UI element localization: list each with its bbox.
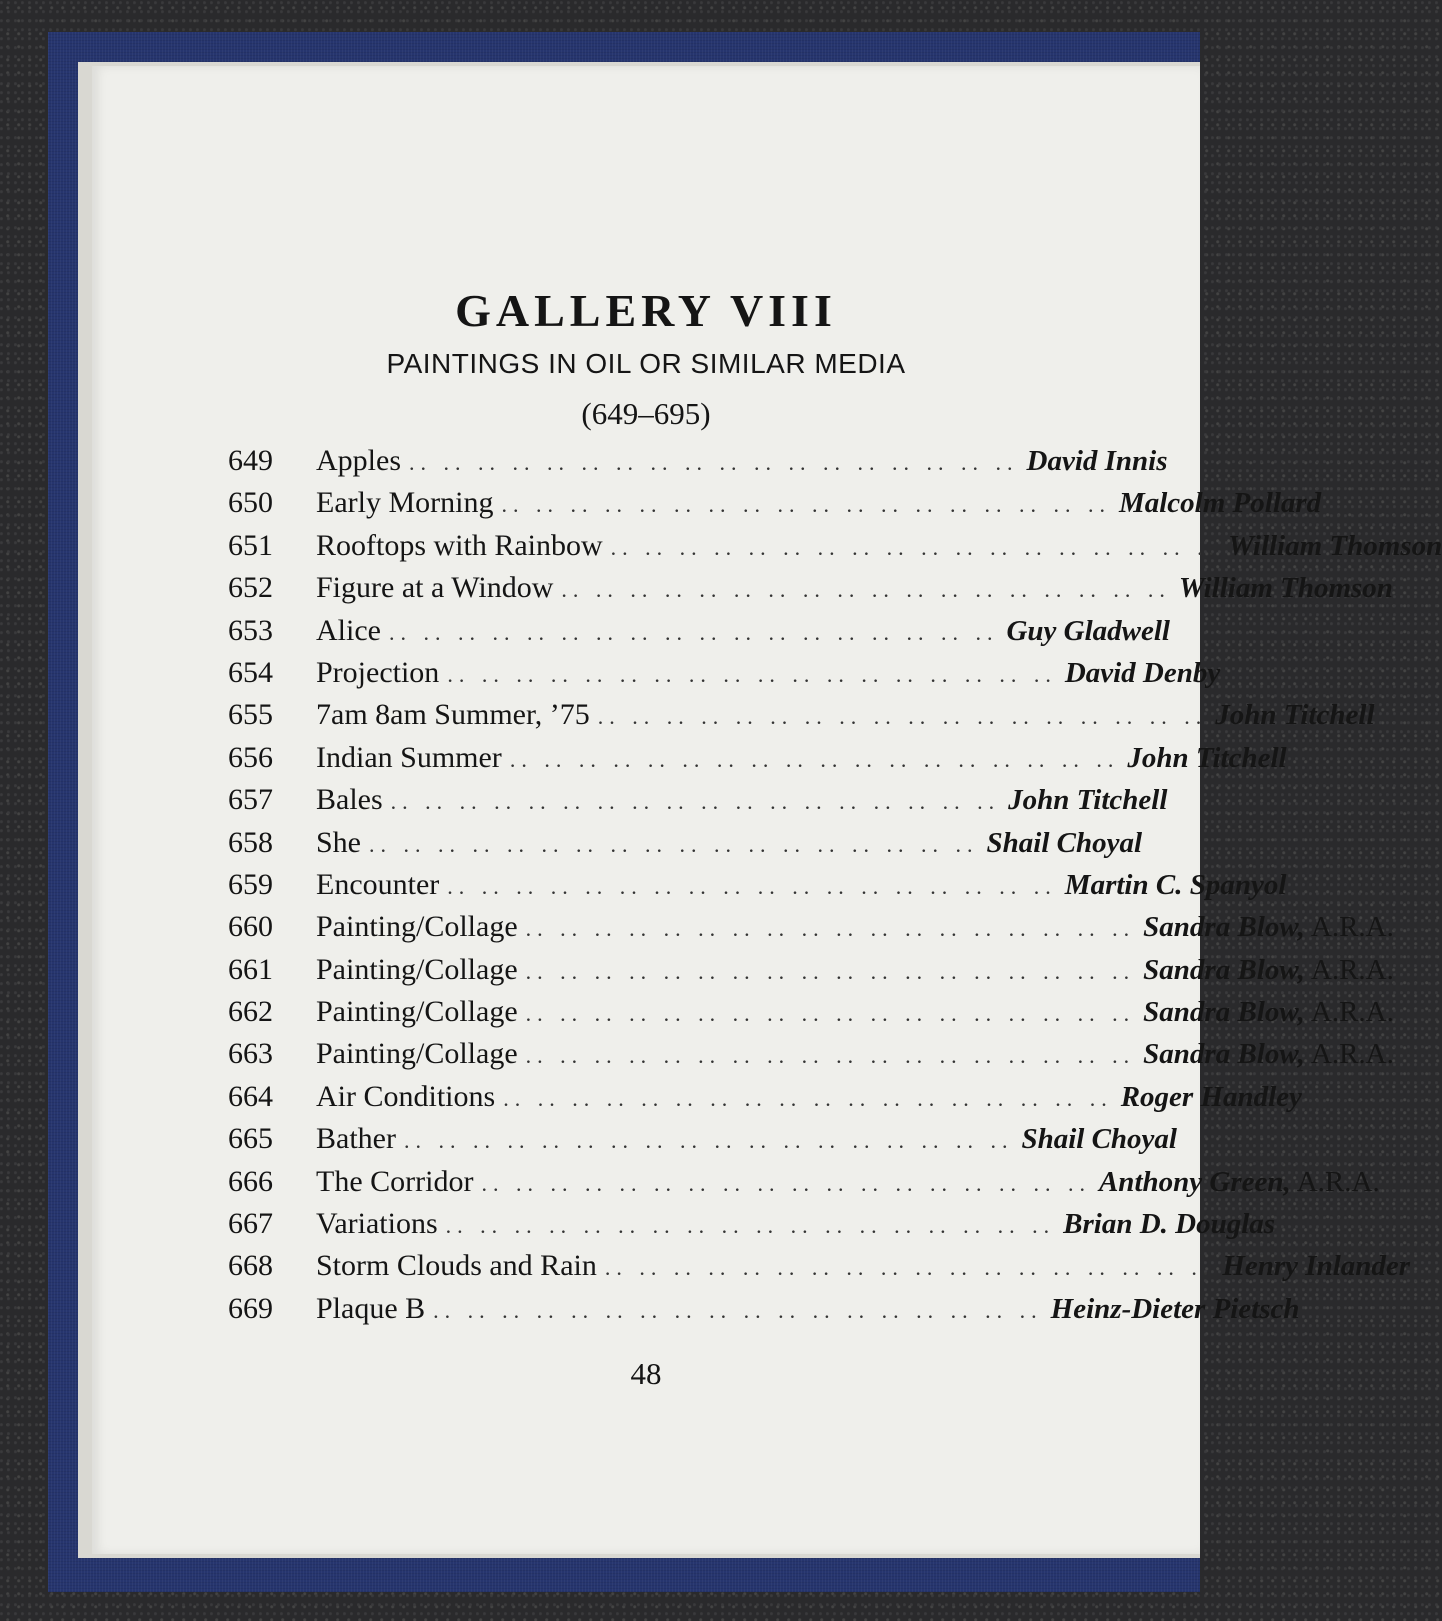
- dot-leader: .. .. .. .. .. .. .. .. .. .. .. .. .. .. .. .. .. ..: [525, 1001, 1136, 1027]
- list-item: [228, 1203, 1276, 1245]
- entry-number: 659: [228, 867, 273, 901]
- entry-artist-honour: A.R.A.: [1310, 996, 1394, 1029]
- entry-artist-honour: A.R.A.: [1310, 911, 1394, 944]
- entry-artist: William Thomson: [1178, 572, 1393, 605]
- entry-artist: John Titchell: [1127, 741, 1287, 774]
- entry-number: 666: [228, 1164, 273, 1198]
- entry-artist: Brian D. Douglas: [1063, 1208, 1276, 1241]
- entry-artist: Roger Handley: [1120, 1080, 1302, 1113]
- dot-leader: .. .. .. .. .. .. .. .. .. .. .. .. .. .. .. .. .. ..: [597, 704, 1208, 730]
- list-item: [228, 610, 1170, 652]
- entry-artist: Sandra Blow,: [1143, 1038, 1305, 1071]
- list-item: [228, 525, 1442, 567]
- entry-artist-honour: A.R.A.: [1296, 1165, 1380, 1198]
- dot-leader: .. .. .. .. .. .. .. .. .. .. .. .. .. .. .. .. .. ..: [610, 534, 1221, 560]
- dot-leader: .. .. .. .. .. .. .. .. .. .. .. .. .. .. .. .. .. ..: [433, 1297, 1043, 1323]
- entry-number: 669: [228, 1291, 273, 1325]
- entry-number: 652: [228, 571, 273, 605]
- entry-title: Apples: [316, 444, 401, 477]
- entry-title: Encounter: [316, 867, 440, 901]
- list-item: [228, 822, 1143, 864]
- dot-leader: .. .. .. .. .. .. .. .. .. .. .. .. .. .. .. .. .. ..: [604, 1255, 1215, 1281]
- entry-artist: David Denby: [1064, 656, 1221, 689]
- entry-title: Storm Clouds and Rain: [316, 1249, 597, 1283]
- entry-artist: Henry Inlander: [1222, 1250, 1411, 1283]
- entry-number: 658: [228, 825, 273, 859]
- section-subtitle: PAINTINGS IN OIL OR SIMILAR MEDIA: [386, 348, 906, 379]
- entry-title: Indian Summer: [316, 740, 502, 774]
- entry-number: 653: [228, 613, 273, 647]
- entry-number: 650: [228, 486, 273, 520]
- entry-number: 657: [228, 783, 273, 817]
- entry-title: Painting/Collage: [316, 910, 518, 944]
- entry-title: Painting/Collage: [316, 995, 518, 1029]
- dot-leader: .. .. .. .. .. .. .. .. .. .. .. .. .. .. .. .. .. ..: [447, 873, 1057, 899]
- list-item: [228, 737, 1287, 779]
- entry-title: Figure at a Window: [316, 571, 554, 605]
- entry-number: 663: [228, 1037, 273, 1071]
- dot-leader: .. .. .. .. .. .. .. .. .. .. .. .. .. .. .. .. .. ..: [501, 492, 1111, 518]
- entry-number: 649: [228, 444, 273, 477]
- dot-leader: .. .. .. .. .. .. .. .. .. .. .. .. .. .. .. .. .. ..: [388, 619, 999, 645]
- entry-artist: Martin C. Spanyol: [1064, 868, 1287, 901]
- entry-number: 667: [228, 1207, 273, 1241]
- entry-artist: John Titchell: [1215, 699, 1375, 732]
- entry-title: Plaque B: [316, 1291, 426, 1325]
- entry-title: Painting/Collage: [316, 952, 518, 986]
- catalogue-page: [92, 66, 1442, 1554]
- entry-number: 651: [228, 528, 273, 562]
- entry-title: Bales: [316, 783, 383, 817]
- dot-leader: .. .. .. .. .. .. .. .. .. .. .. .. .. .. .. .. .. ..: [447, 661, 1057, 687]
- list-item: [228, 1076, 1302, 1118]
- entry-title: Rooftops with Rainbow: [316, 528, 603, 562]
- entry-artist: Shail Choyal: [1021, 1123, 1177, 1156]
- entry-title: 7am 8am Summer, ’75: [316, 698, 590, 732]
- list-item: [228, 906, 1394, 948]
- list-item: [228, 567, 1393, 609]
- entry-artist: John Titchell: [1008, 784, 1168, 817]
- dot-leader: .. .. .. .. .. .. .. .. .. .. .. .. .. .. .. .. .. ..: [509, 746, 1120, 772]
- dot-leader: .. .. .. .. .. .. .. .. .. .. .. .. .. .. .. .. .. ..: [409, 450, 1019, 475]
- entry-title: Variations: [316, 1207, 438, 1241]
- entry-artist: Malcolm Pollard: [1118, 487, 1322, 520]
- entry-artist: Shail Choyal: [986, 826, 1143, 859]
- list-item: [228, 991, 1394, 1033]
- catalogue-range: (649–695): [581, 396, 711, 431]
- entry-list: [228, 440, 1442, 1330]
- gallery-title: GALLERY VIII: [455, 285, 837, 336]
- list-item: [228, 440, 1168, 482]
- entry-number: 662: [228, 995, 273, 1029]
- dot-leader: .. .. .. .. .. .. .. .. .. .. .. .. .. .. .. .. .. ..: [369, 831, 979, 857]
- list-item: [228, 1288, 1300, 1330]
- entry-title: She: [316, 825, 361, 859]
- dot-leader: .. .. .. .. .. .. .. .. .. .. .. .. .. .. .. .. .. ..: [503, 1085, 1113, 1111]
- entry-artist: Guy Gladwell: [1006, 614, 1170, 647]
- entry-number: 660: [228, 910, 273, 944]
- dot-leader: .. .. .. .. .. .. .. .. .. .. .. .. .. .. .. .. .. ..: [481, 1170, 1091, 1196]
- entry-number: 665: [228, 1122, 273, 1156]
- dot-leader: .. .. .. .. .. .. .. .. .. .. .. .. .. .. .. .. .. ..: [525, 1043, 1136, 1069]
- list-item: [228, 1118, 1177, 1160]
- entry-number: 655: [228, 698, 273, 732]
- dot-leader: .. .. .. .. .. .. .. .. .. .. .. .. .. .. .. .. .. ..: [525, 958, 1136, 984]
- entry-number: 661: [228, 952, 273, 986]
- entry-title: The Corridor: [316, 1164, 474, 1198]
- dot-leader: .. .. .. .. .. .. .. .. .. .. .. .. .. .. .. .. .. ..: [445, 1213, 1056, 1239]
- list-item: [228, 949, 1394, 991]
- entry-artist-honour: A.R.A.: [1310, 953, 1394, 986]
- list-item: [228, 1033, 1394, 1075]
- entry-artist: Sandra Blow,: [1143, 996, 1305, 1029]
- list-item: [228, 652, 1221, 694]
- entry-number: 664: [228, 1079, 273, 1113]
- entry-artist: David Innis: [1026, 445, 1168, 477]
- entry-artist: Sandra Blow,: [1143, 911, 1305, 944]
- entry-title: Alice: [316, 613, 381, 647]
- entry-artist: Anthony Green,: [1098, 1165, 1291, 1198]
- entry-number: 654: [228, 655, 273, 689]
- entry-title: Air Conditions: [316, 1079, 496, 1113]
- page-number: 48: [630, 1356, 662, 1391]
- list-item: [228, 1161, 1380, 1203]
- dot-leader: .. .. .. .. .. .. .. .. .. .. .. .. .. .. .. .. .. ..: [561, 577, 1171, 603]
- entry-artist-honour: A.R.A.: [1310, 1038, 1394, 1071]
- list-item: [228, 779, 1168, 821]
- entry-artist: Sandra Blow,: [1143, 953, 1305, 986]
- entry-number: 668: [228, 1249, 273, 1283]
- list-item: [228, 864, 1287, 906]
- entry-title: Early Morning: [316, 486, 494, 520]
- list-item: [228, 482, 1322, 524]
- list-item: [228, 1245, 1411, 1287]
- entry-artist: Heinz-Dieter Pietsch: [1050, 1292, 1300, 1325]
- entry-title: Projection: [316, 655, 440, 689]
- dot-leader: .. .. .. .. .. .. .. .. .. .. .. .. .. .. .. .. .. ..: [525, 916, 1136, 942]
- dot-leader: .. .. .. .. .. .. .. .. .. .. .. .. .. .. .. .. .. ..: [390, 789, 1001, 815]
- entry-title: Painting/Collage: [316, 1037, 518, 1071]
- entry-artist: William Thomson: [1228, 529, 1442, 562]
- dot-leader: .. .. .. .. .. .. .. .. .. .. .. .. .. .. .. .. .. ..: [403, 1128, 1014, 1154]
- entry-number: 656: [228, 740, 273, 774]
- list-item: [228, 694, 1375, 736]
- entry-title: Bather: [316, 1122, 396, 1156]
